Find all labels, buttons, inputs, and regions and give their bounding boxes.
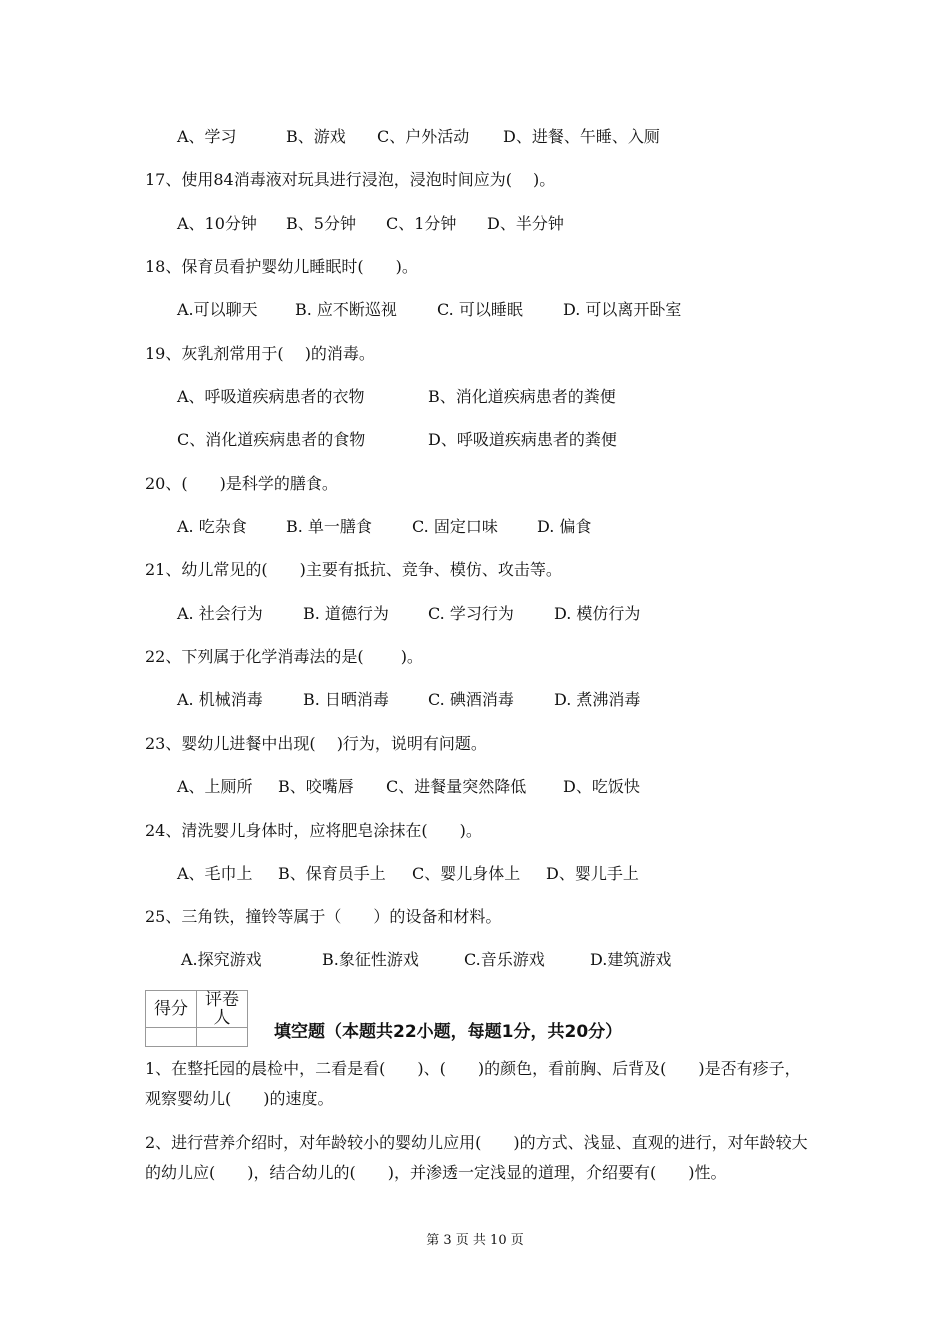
q21-option-c: C. 学习行为 (428, 604, 514, 623)
q17-stem: 17、使用84消毒液对玩具进行浸泡，浸泡时间应为( )。 (145, 170, 556, 189)
q21-option-d: D. 模仿行为 (554, 604, 641, 623)
q24-option-c: C、婴儿身体上 (412, 864, 521, 883)
q22-option-a: A. 机械消毒 (177, 690, 263, 709)
q18-option-d: D. 可以离开卧室 (563, 300, 682, 319)
q24-stem: 24、清洗婴儿身体时，应将肥皂涂抹在( )。 (145, 821, 482, 840)
q23-option-d: D、吃饭快 (563, 777, 640, 796)
q25-option-d: D.建筑游戏 (590, 950, 672, 969)
q16-option-d: D、进餐、午睡、入厕 (503, 127, 660, 146)
q21-option-b: B. 道德行为 (303, 604, 389, 623)
fill-question-1: 1、在整托园的晨检中，二看是看( )、( )的颜色，看前胸、后背及( )是否有疹子，观察婴幼儿( )的速度。 (145, 1059, 801, 1108)
q23-stem: 23、婴幼儿进餐中出现( )行为，说明有问题。 (145, 734, 487, 753)
q24-option-d: D、婴儿手上 (546, 864, 639, 883)
q23-option-c: C、进餐量突然降低 (386, 777, 527, 796)
q19-option-d: D、呼吸道疾病患者的粪便 (428, 430, 617, 449)
q18-stem: 18、保育员看护婴幼儿睡眠时( )。 (145, 257, 418, 276)
fill-question-2: 2、进行营养介绍时，对年龄较小的婴幼儿应用( )的方式、浅显、直观的进行，对年龄较大的幼儿应( )，结合幼儿的( )，并渗透一定浅显的道理，介绍要有( )性。 (145, 1133, 808, 1182)
q25-option-b: B.象征性游戏 (322, 950, 419, 969)
q20-option-d: D. 偏食 (537, 517, 592, 536)
q22-stem: 22、下列属于化学消毒法的是( )。 (145, 647, 423, 666)
q20-stem: 20、( )是科学的膳食。 (145, 474, 338, 493)
q16-option-b: B、游戏 (286, 127, 346, 146)
q17-option-c: C、1分钟 (386, 214, 457, 233)
q20-option-c: C. 固定口味 (412, 517, 498, 536)
score-header: 得分 (146, 991, 197, 1028)
q22-option-b: B. 日晒消毒 (303, 690, 389, 709)
grader-cell (197, 1028, 248, 1047)
q24-option-b: B、保育员手上 (278, 864, 386, 883)
q19-option-b: B、消化道疾病患者的粪便 (428, 387, 616, 406)
q22-option-c: C. 碘酒消毒 (428, 690, 514, 709)
q20-option-a: A. 吃杂食 (177, 517, 247, 536)
q17-option-a: A、10分钟 (177, 214, 257, 233)
q18-option-c: C. 可以睡眠 (437, 300, 523, 319)
score-cell (146, 1028, 197, 1047)
q18-option-b: B. 应不断巡视 (295, 300, 397, 319)
q20-option-b: B. 单一膳食 (286, 517, 372, 536)
score-table (145, 990, 248, 1047)
q21-option-a: A. 社会行为 (177, 604, 263, 623)
q19-stem: 19、灰乳剂常用于( )的消毒。 (145, 344, 375, 363)
page-footer: 第 3 页 共 10 页 (426, 1233, 524, 1248)
q17-option-b: B、5分钟 (286, 214, 356, 233)
q23-option-a: A、上厕所 (177, 777, 253, 796)
q22-option-d: D. 煮沸消毒 (554, 690, 641, 709)
q25-option-c: C.音乐游戏 (464, 950, 545, 969)
q19-option-c: C、消化道疾病患者的食物 (177, 430, 366, 449)
grader-header: 评卷人 (197, 991, 248, 1028)
q25-option-a: A.探究游戏 (181, 950, 262, 969)
q18-option-a: A.可以聊天 (177, 300, 258, 319)
q24-option-a: A、毛巾上 (177, 864, 253, 883)
q19-option-a: A、呼吸道疾病患者的衣物 (177, 387, 365, 406)
q23-option-b: B、咬嘴唇 (278, 777, 354, 796)
q17-option-d: D、半分钟 (487, 214, 564, 233)
q25-stem: 25、三角铁，撞铃等属于（ ）的设备和材料。 (145, 907, 502, 926)
section-title: 填空题（本题共22小题，每题1分，共20分） (274, 1022, 623, 1042)
q21-stem: 21、幼儿常见的( )主要有抵抗、竞争、模仿、攻击等。 (145, 560, 562, 579)
q16-option-c: C、户外活动 (377, 127, 470, 146)
q16-option-a: A、学习 (177, 127, 237, 146)
